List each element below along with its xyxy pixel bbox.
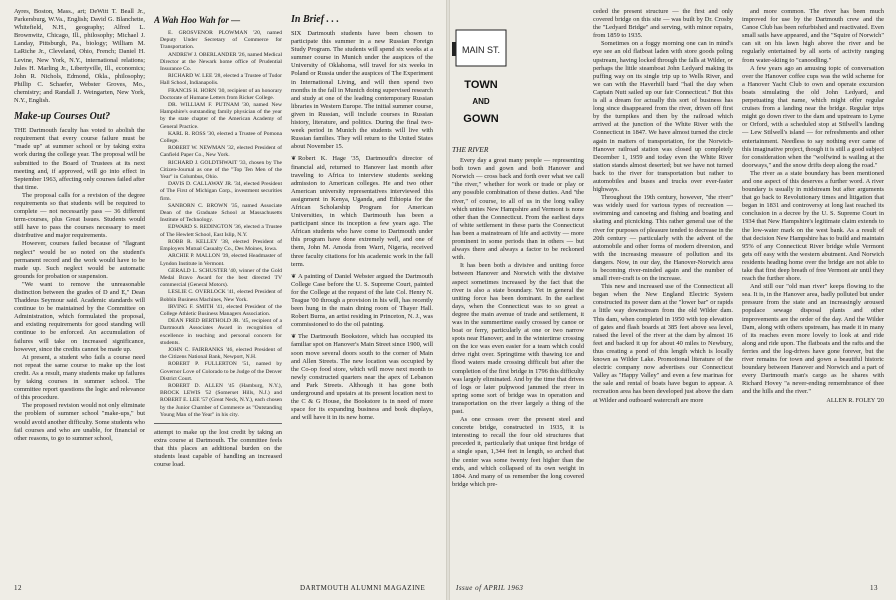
wahhoo-item: ARCHIE P. MALLON '39, elected Headmaster of Lyndon Institute in Vermont.: [160, 253, 282, 267]
makeup-paragraph: The proposed revision would not only eliminate the problem of summer school "make-ups," but would avoid another difficulty. Some students who fail courses and who are unable, for financial or other reasons, to go to summer school,: [14, 402, 145, 442]
river-paragraph: Every day a great many people — representing both town and gown and both Hanover and Norwich — cross back and forth over what we call "the river," whether for work or trade or play or any possible combination of these duties. And "the river," of course, to all of us in the long valley which unites New Hampshire and Vermont is none other than the Connecticut. From the earliest days of white settlement in these parts the Connecticut has been a mainstream of life and activity — more prominent in some periods than in others — but always there and always a factor to be reckoned with.: [452, 157, 584, 262]
wahhoo-item: FRANCIS H. HORN '30, recipient of an honorary Doctorate of Humane Letters from Ricker College.: [160, 87, 282, 101]
wahhoo-item: ROBERT W. NEWMAN '32, elected President of Canfield Paper Co., New York.: [160, 145, 282, 159]
river-article: [452, 157, 584, 489]
river-title: THE RIVER: [452, 145, 489, 154]
wahhoo-item: JOHN C. FAIRBANKS '46, elected President of the Citizens National Bank, Newport, N.H.: [160, 346, 282, 361]
wahhoo-item: LESLIE C. OVERLOCK '41, elected President of Bobbin Business Machines, New York.: [160, 289, 282, 303]
wahhoo-item: ROBERT D. ALLEN '45 (Hamburg, N.Y.), BROCK LEWIS '52 (Somerset Hills, N.J.) and ROBERT E. LEE '57 (Great Neck, N.Y.), each chosen by the Junior Chamber of Commerce as "Outstanding Young Man of the Year" in his city.: [160, 382, 282, 418]
logo-text-town: TOWN: [464, 79, 498, 91]
brief-item: [291, 273, 433, 330]
bridge-continued: ceded the present structure — the first and only covered bridge on this site — was built by Dr. Crosby the "Ledyard Bridge" and serving, with minor repairs, from 1859 to 1935.: [593, 8, 733, 40]
author-signature: ALLEN R. FOLEY '20: [826, 396, 884, 404]
river-article-end: [742, 8, 884, 397]
left-column-1: [14, 8, 145, 568]
wahhoo-item: KARL R. ROSS '30, elected a Trustee of Pomona College.: [160, 130, 282, 145]
footer-right: Issue of APRIL 1963: [456, 584, 524, 592]
river-paragraph: Sometimes on a foggy morning one can in mind's eye see an old flatboat laden with store goods poling upstream, having locked through the falls at Wilder, or perhaps the little steamboat John Ledyard making its puffing way on its single trip up to Wells River, and we can with the Haverhill bard "hail the day when Captain Nutt sailed up our fair Connecticut." But this is all a dream for actually this sort of business has long since disappeared from the river, driven off first by the turnpikes and then by the railroad which arrived at the junction of the White River with the Connecticut in 1847. We have almost turned the circle again in matters of transportation, for the Norwich-Hanover railroad station was closed up completely December 1, 1959 and today even the White River station stands almost deserted; but we have not turned back to the river for transportation but rather to automobiles and buses and trucks over ever-faster highways.: [593, 40, 733, 194]
wahhoo-list: [154, 30, 282, 419]
paragraph-ornament-icon: ❦: [291, 333, 297, 341]
wahhoo-item: DR. WILLIAM F. PUTNAM '30, named New Hampshire's outstanding family physician of the year by the state chapter of the American Academy of General Practice.: [160, 102, 282, 130]
river-paragraph: The river as a state boundary has been mentioned and one aspect of this deserves a further word. A river boundary is usually in midstream but after arguments that go back to Revolutionary times and litigation that began in 1831 and controversy at long last reached its conclusion in a decree by the U. S. Supreme Court in 1934 that New Hampshire's legitimate claim extends to the low-water mark on the west bank. As a result of that decision New Hampshire has to build and maintain 95% of any Connecticut River bridge while Vermont gets off easy with the western abutment. And Norwich residents heading home over the bridge are not able to take that first deep breath of free Vermont air until they reach the further shore.: [742, 169, 884, 283]
makeup-paragraph: THE Dartmouth faculty has voted to abolish the requirement that every course failure must be "made up" at summer school or by taking extra work during the college year. The proposal will be submitted to the Board of Trustees at its next meeting and, if approved, will go into effect in September 1963, affecting only courses failed after that time.: [14, 127, 145, 191]
footer-left: DARTMOUTH ALUMNI MAGAZINE: [300, 584, 426, 592]
left-column-3: [291, 8, 433, 568]
brief-paragraph: The Dartmouth Bookstore, which has occupied its familiar spot on Hanover's Main Street since 1900, will soon move several doors south to the corner of Main and Allen Streets. The new location was occupied by the Co-op food store, which will move next month to newly constructed quarters near the apex of Lebanon and Park Streets. Although it has gone both underground and upstairs at its present location next to the C & G House, the Bookstore is in need of more space for its expanding business and book displays, and will have it in its new home.: [291, 333, 433, 422]
right-column-1: [452, 144, 584, 568]
river-paragraph: As one crosses over the present steel and concrete bridge, constructed in 1935, it is interesting to recall the four old structures that preceded it, particularly that unique first bridge of a single span, 1,344 feet in length, so arched that the center was some twenty feet higher than the ends, and which collapsed of its own weight in 1804. And many of us remember the long covered bridge which pre-: [452, 416, 584, 488]
river-paragraph: and more common. The river has been much improved for use by the Dartmouth crew and the Canoe Club has been refurbished and reactivated. Even small sails have appeared, and the "Squire of Norwich" can sit on his lawn high above the river and be regularly entertained by all sorts of activity ranging from water-skiing to "canoodling.": [742, 8, 884, 64]
wahhoo-item: DEAN FRED BERTHOLD JR. '45, recipient of a Dartmouth Associates Award in recognition of excellence in teaching and personal concern for students.: [160, 318, 282, 346]
makeup-continued: attempt to make up the lost credit by taking an extra course at Dartmouth. The committee feels that this places an additional burden on the students least capable of handling an increased course load.: [154, 428, 282, 469]
main-st-town-and-gown-logo: [450, 28, 512, 138]
river-paragraph: Throughout the 19th century, however, "the river" was widely used for various types of recreation — swimming and canoeing and fishing and boating and skating and picnicking. This rather general use of the river for purposes of pleasure tended to decrease in the 20th century — particularly with the advent of the automobile and other forms of modern diversion, and with the increasing measure of pollution and its dangers. Now, in our day, the Hanover-Norwich area is becoming river-minded again and the number of small river-craft is on the increase.: [593, 194, 733, 283]
wahhoo-item: GERALD L. SCHUSTER '40, winner of the Gold Medal Bravo Award for the best directed TV commercial (General Motors).: [160, 267, 282, 289]
logo-text-and: AND: [472, 97, 490, 106]
wahhoo-item: RICHARD J. GOLDTHWAIT '33, chosen by The Citizen-Journal as one of the "Top Ten Men of the Year" in Columbus, Ohio.: [160, 159, 282, 181]
makeup-paragraph: At present, a student who fails a course need not repeat the same course to make up the lost credit. As a result, many students make up failures by taking courses in summer school. The committee report questions the logic and relevance of this procedure.: [14, 353, 145, 402]
river-paragraph: A few years ago an amusing topic of conversation over the Hanover coffee cups was the wild scheme for a Hanover Yacht Club to own and operate excursion boats simulating the old John Ledyard, and perpetuating that name, which might offer regular cruises from a landing near the bridge. Regular trips might go down river to the dam and upstream to Lyme or Orford, with a scheduled stop at Stilwell's landing — Lew Stilwell's island — for refreshments and other entertainment. Needless to say nothing ever came of this imaginative project, though it is still a good subject for consideration when the "wolfwind is wailing at the doorways," and the snow drifts deep along the road.": [742, 64, 884, 169]
makeup-heading: Make-up Courses Out?: [14, 111, 111, 123]
makeup-article: [14, 127, 145, 443]
names-continued: Ayres, Boston, Mass., art; DeWitt T. Beall Jr., Parkersburg, W.Va., English; David G. Blanchette, Whitefield, N.H., geography; Alfred L. Brownwitz, Chicago, Ill., philosophy; Michael J. Landay, Pittsburgh, Pa., biology; William M. LaRiche Jr., Cleveland, Ohio, French; Daniel H. Levine, New York, N.Y., international relations; Jules H. Marling Jr., Libertyville, Ill., economics; John R. Nichols, Edmond, Okla., philosophy; Phillip C. Schaefer, Webster Groves, Mo., chemistry; and Randall J. Weingarten, New York, N.Y., English.: [14, 8, 145, 105]
brief-item: [291, 155, 433, 268]
brief-paragraph: A painting of Daniel Webster argued the Dartmouth College Case before the U. S. Supreme Court, painted for the College at the request of the late Col. Henry N. Teague '00 through a provision in his will, has recently been hung in the main dining room of Thayer Hall. Robert Burns, an artist residing in Princeton, N. J., was commissioned to do the oil painting.: [291, 272, 433, 329]
wahhoo-heading: A Wah Hoo Wah for —: [154, 15, 241, 25]
river-paragraph: And still our "old man river" keeps flowing to the sea. It is, in the Hanover area, badly polluted but under pressure from the state and an increasingly aroused populace sewage disposal plants and other improvements are the order of the day. And the Wilder Dam, along with others upstream, has made it in many of its reaches even more lovely to look at and ride along and ride upon. The flatboats and the rafts and the ferries and the log-drives have gone forever, but the river remains for town and gown a beautiful historic boundary between Hanover and Norwich and a part of every Dartmouth man's cargo as he shares with Richard Hovey "a never-ending remembrance of thee and the hills and the river.": [742, 283, 884, 396]
wahhoo-item: ROBB R. KELLEY '38, elected President of Employers Mutual Casualty Co., Des Moines, Iowa.: [160, 238, 282, 253]
paragraph-ornament-icon: ❦: [291, 272, 297, 280]
wahhoo-item: E. GROSVENOR PLOWMAN '20, named Deputy Under Secretary of Commerce for Transportation.: [160, 30, 282, 51]
makeup-paragraph: "We want to remove the unreasonable distinction between the grades of D and E," Dean Thaddeus Seymour said. Academic standards will continue to be maintained by the Committee on Administration, which formulated the proposal, and existing requirements for good standing will continue to be enforced. An accumulation of failures will take on increased significance, however, since the credits cannot be made up.: [14, 280, 145, 353]
wahhoo-item: IRVING F. SMITH '41, elected President of the College Athletic Business Managers Association.: [160, 303, 282, 317]
wahhoo-item: ANDREW J. OBERLANDER '26, named Medical Director at the Newark home office of Prudential Insurance Co.: [160, 51, 282, 73]
wahhoo-item: ROBERT P. FULLERTON '51, named by Governor Love of Colorado to be Judge of the Denver District Court.: [160, 361, 282, 382]
folio-right: 13: [870, 584, 878, 592]
brief-heading: In Brief . . .: [291, 14, 340, 25]
brief-paragraph: Robert K. Hage '35, Dartmouth's director of financial aid, returned to Hanover last month after traveling to Africa to interview students seeking admission to American colleges. He and two other American university representatives interviewed this assignment in Kenya, Uganda, and Ethiopia for the African Scholarship Program for American Universities, in which Dartmouth has been a participant since its inception a few years ago. The African students who have come to Dartmouth under this program have done extremely well, and one of them, John M. Amoda from Warri, Nigeria, received three faculty citations for his academic work in the fall term.: [291, 155, 433, 268]
wahhoo-rule: [154, 423, 282, 424]
logo-text-main-st: MAIN ST.: [461, 45, 501, 55]
left-column-2: [154, 8, 282, 568]
wahhoo-item: EDWARD S. REDINGTON '36, elected a Trustee of The Hewlett School, East Islip, N.Y.: [160, 224, 282, 238]
brief-article: [291, 30, 433, 422]
river-paragraph: This new and increased use of the Connecticut all began when the New England Electric System constructed its power dam at the "lower bar" or rapids a little way downstream from the old Wilder dam. This dam, when completed in 1950 with top elevation of gates and flash boards at 385 feet above sea level, raised the level of the river at the dam by almost 16 feet and backed it up for about 40 miles to Newbury, thus creating a pond of this length which is locally known as Wilder Lake. Promotional literature of the electric company now advertises our Connecticut Valley as "Happy Valley" and even a few marinas for the sale and rental of boats have begun to appear. A recreation area has been developed just above the dam at Wilder and outboard watercraft are more: [593, 283, 733, 404]
right-column-3: [742, 8, 884, 568]
brief-paragraph: SIX Dartmouth students have been chosen to participate this summer in a new Russian Foreign Study Program. The students will spend six weeks at a summer course in Munich under the auspices of the University of Oklahoma, will travel for six weeks in Poland or Russia under the auspices of The Experiment in International Living, and will then spend two months in the fall in Munich doing supervised research and study at one of the leading contemporary Russian libraries in Western Europe. The initial summer course, given in Russian, will include courses in Russian history, literature, and politics. During the final two-week period in Munich the students will live with Russian families. They will return to the United States about November 15.: [291, 30, 433, 151]
logo-sign-post: [452, 42, 456, 56]
brief-item: [291, 333, 433, 422]
wahhoo-item: SANBORN C. BROWN '35, named Associate Dean of the Graduate School at Massachusetts Institute of Technology.: [160, 202, 282, 224]
logo-text-gown: GOWN: [463, 113, 499, 125]
river-article-continued: [593, 40, 733, 404]
folio-left: 12: [14, 584, 22, 592]
makeup-paragraph: The proposal calls for a revision of the degree requirements so that students will be required to complete — not necessarily pass — 36 different term-courses, plus Great Issues. Students would still have to pass the courses necessary to meet distributive and major requirements.: [14, 191, 145, 240]
wahhoo-item: DAVIS D. CALLAWAY JR. '34, elected President of The First of Michigan Corp., investment securities firm.: [160, 181, 282, 202]
river-paragraph: It has been both a divisive and uniting force between Hanover and Norwich with the divisive aspect sometimes increased by the fact that the river is also a state boundary. Yet in general the uniting force has been dominant. In the earliest days, when the Connecticut was to so great a degree the main avenue of trade and settlement, it was in the summertime easily crossed by canoe or boat or ferry, particularly at one or two narrow spots near Hanover; and in the wintertime crossing on the ice was even easier for a team which could drive right over. Springtime with thawing ice and flood waters made crossing difficult but after the completion of the first bridge in 1796 this difficulty was largely eliminated. And by the time that drives of logs or later pulpwood jammed the river in spring some sort of bridge was in operation and transportation on the river largely a thing of the past.: [452, 262, 584, 415]
right-column-2: [593, 8, 733, 568]
wahhoo-item: RICHARD W. LEE '28, elected a Trustee of Tudor Hall School, Indianapolis.: [160, 73, 282, 87]
paragraph-ornament-icon: ❦: [291, 155, 297, 163]
makeup-paragraph: However, courses failed because of "flagrant neglect" would be so noted on the student's permanent record and the work would have to be made up. Such neglect would be automatic grounds for probation or suspension.: [14, 240, 145, 280]
